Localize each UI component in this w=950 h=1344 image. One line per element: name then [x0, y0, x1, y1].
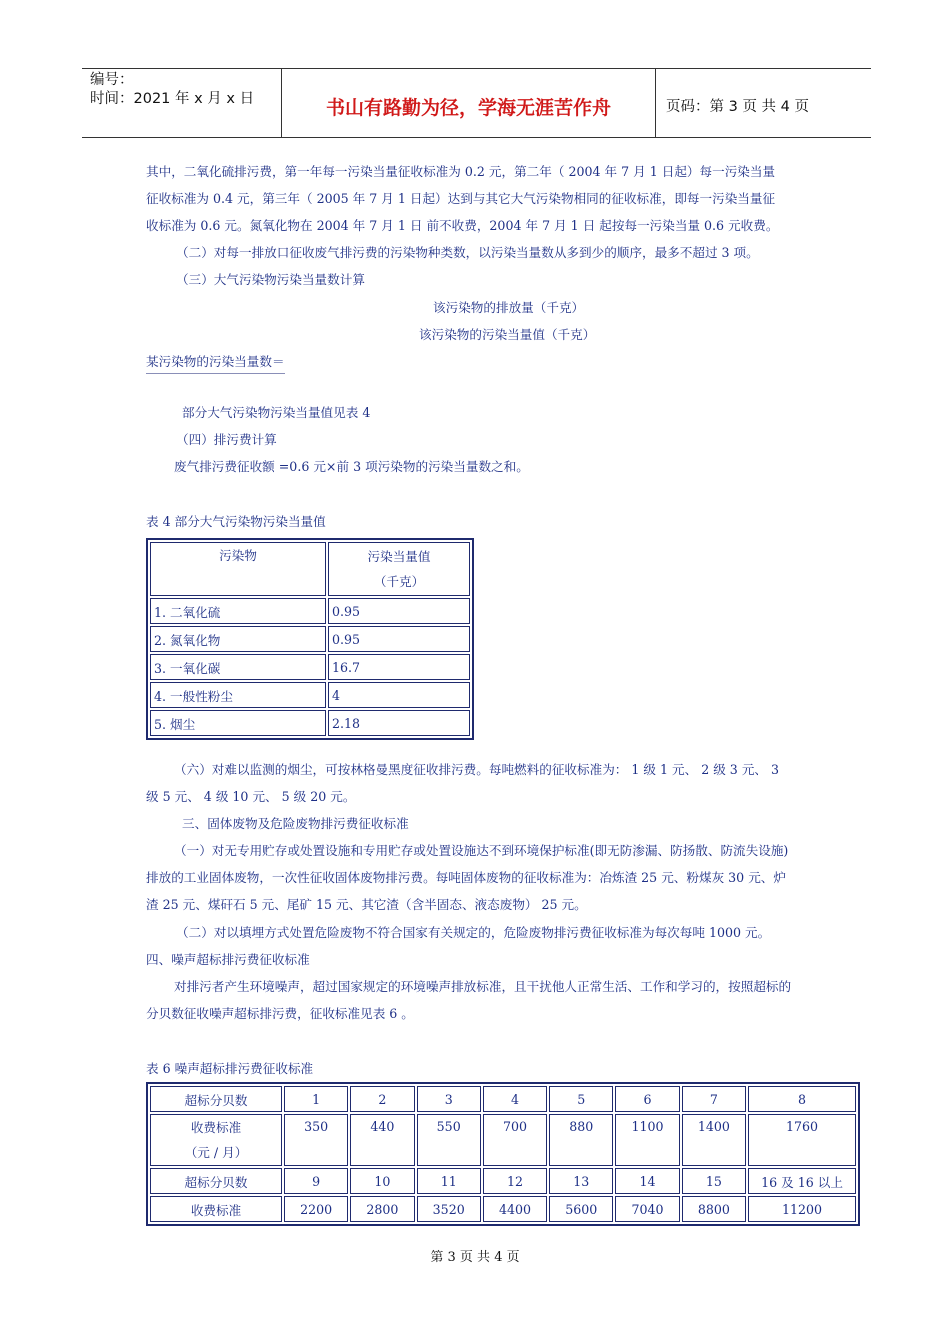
pollutant-value: 16.7 — [328, 654, 470, 680]
db-cell: 6 — [615, 1086, 679, 1112]
formula-denominator: 该污染物的污染当量值（千克） — [419, 327, 596, 342]
paragraph-table4-ref: 部分大气污染物污染当量值见表 4 — [182, 405, 371, 420]
db-cell: 1 — [284, 1086, 348, 1112]
header-meta — [82, 69, 282, 137]
paragraph-so2-fee — [146, 158, 878, 239]
formula-numerator: 该污染物的排放量（千克） — [433, 300, 585, 315]
db-cell: 12 — [483, 1168, 547, 1194]
db-cell: 13 — [549, 1168, 613, 1194]
fee-cell: 550 — [417, 1114, 481, 1166]
header-motto: 书山有路勤为径，学海无涯苦作舟 — [282, 69, 656, 137]
table-row — [150, 682, 470, 708]
table-row — [150, 1114, 856, 1166]
fee-cell: 8800 — [682, 1196, 746, 1222]
db-cell: 5 — [549, 1086, 613, 1112]
db-cell: 10 — [350, 1168, 414, 1194]
text-line: （六）对难以监测的烟尘，可按林格曼黑度征收排污费。每吨燃料的征收标准为： 1 级 1 元、 2 级 3 元、 3 — [174, 762, 780, 777]
fee-cell: 700 — [483, 1114, 547, 1166]
fee-cell: 2800 — [350, 1196, 414, 1222]
table6-caption: 表 6 噪声超标排污费征收标准 — [146, 1061, 314, 1076]
table-header-value — [328, 542, 470, 596]
text-line: 收标准为 0.6 元。氮氧化物在 2004 年 7 月 1 日 前不收费，2004 年 7 月 1 日 起按每一污染当量 0.6 元收费。 — [146, 218, 779, 233]
table-row — [150, 1168, 856, 1194]
table-row — [150, 710, 470, 736]
text-line: 级 5 元、 4 级 10 元、 5 级 20 元。 — [146, 789, 356, 804]
table-header-row — [150, 542, 470, 596]
formula-lhs-text: 某污染物的污染当量数＝ — [146, 354, 285, 374]
section-solid-waste-heading: 三、固体废物及危险废物排污费征收标准 — [182, 816, 409, 831]
page-footer: 第 3 页 共 4 页 — [430, 1250, 520, 1265]
paragraph-hazardous-waste: （二）对以填埋方式处置危险废物不符合国家有关规定的，危险废物排污费征收标准为每次每吨 1000 元。 — [176, 925, 771, 940]
fee-cell: 5600 — [549, 1196, 613, 1222]
fee-cell: 440 — [350, 1114, 414, 1166]
paragraph-solid-waste — [146, 837, 878, 918]
fee-cell: 880 — [549, 1114, 613, 1166]
db-cell: 11 — [417, 1168, 481, 1194]
text-line: 征收标准为 0.4 元，第三年（ 2005 年 7 月 1 日起）达到与其它大气污染物相同的征收标准，即每一污染当量征 — [146, 191, 776, 206]
paragraph-item-3: （三）大气污染物污染当量数计算 — [176, 272, 365, 287]
text-line: 排放的工业固体废物，一次性征收固体废物排污费。每吨固体废物的征收标准为：冶炼渣 25 元、粉煤灰 30 元、炉 — [146, 870, 786, 885]
db-cell: 16 及 16 以上 — [748, 1168, 856, 1194]
paragraph-smoke-dust — [146, 756, 878, 810]
fee-cell: 1400 — [682, 1114, 746, 1166]
fee-cell: 11200 — [748, 1196, 856, 1222]
table6-noise-fees — [146, 1082, 860, 1226]
text-line: 其中，二氧化硫排污费，第一年每一污染当量征收标准为 0.2 元，第二年（ 2004 年 7 月 1 日起）每一污染当量 — [146, 164, 776, 179]
text-line: （一）对无专用贮存或处置设施和专用贮存或处置设施达不到环境保护标准(即无防渗漏、防扬散、防流失设施) — [174, 843, 789, 858]
table-row — [150, 1086, 856, 1112]
row-label-db: 超标分贝数 — [150, 1086, 282, 1112]
formula-lhs — [146, 348, 285, 375]
doc-date-label: 时间：2021 年 x 月 x 日 — [90, 91, 255, 107]
section-noise-heading: 四、噪声超标排污费征收标准 — [146, 952, 310, 967]
fee-cell: 4400 — [483, 1196, 547, 1222]
pollutant-name: 3. 一氧化碳 — [150, 654, 326, 680]
paragraph-fee-formula: 废气排污费征收额 =0.6 元×前 3 项污染物的污染当量数之和。 — [174, 459, 529, 474]
table-row — [150, 1196, 856, 1222]
fee-label-line1: 收费标准 — [190, 1120, 242, 1135]
row-label-fee — [150, 1114, 282, 1166]
db-cell: 4 — [483, 1086, 547, 1112]
table4-pollutant-equivalents — [146, 538, 474, 740]
row-label-fee: 收费标准 — [150, 1196, 282, 1222]
db-cell: 3 — [417, 1086, 481, 1112]
pollutant-name: 4. 一般性粉尘 — [150, 682, 326, 708]
db-cell: 8 — [748, 1086, 856, 1112]
paragraph-noise — [146, 973, 878, 1027]
fee-cell: 1760 — [748, 1114, 856, 1166]
text-line: 分贝数征收噪声超标排污费，征收标准见表 6 。 — [146, 1006, 414, 1021]
doc-number-label: 编号： — [90, 72, 134, 88]
db-cell: 7 — [682, 1086, 746, 1112]
pollutant-value: 2.18 — [328, 710, 470, 736]
paragraph-item-2: （二）对每一排放口征收废气排污费的污染物种类数，以污染当量数从多到少的顺序，最多不超过 3 项。 — [176, 245, 759, 260]
fee-cell: 7040 — [615, 1196, 679, 1222]
pollutant-value: 0.95 — [328, 598, 470, 624]
paragraph-item-4: （四）排污费计算 — [176, 432, 277, 447]
header-value-line2: （千克） — [373, 574, 425, 589]
db-cell: 2 — [350, 1086, 414, 1112]
fee-cell: 1100 — [615, 1114, 679, 1166]
table-row — [150, 654, 470, 680]
table-row — [150, 626, 470, 652]
header-value-line1: 污染当量值 — [367, 549, 431, 564]
pollutant-name: 5. 烟尘 — [150, 710, 326, 736]
text-line: 对排污者产生环境噪声，超过国家规定的环境噪声排放标准，且干扰他人正常生活、工作和学习的，按照超标的 — [174, 979, 792, 994]
db-cell: 9 — [284, 1168, 348, 1194]
header-page-info: 页码：第 3 页 共 4 页 — [666, 98, 809, 115]
text-line: 渣 25 元、煤矸石 5 元、尾矿 15 元、其它渣（含半固态、液态废物） 25 元。 — [146, 897, 587, 912]
fee-label-line2: （元 / 月） — [184, 1145, 248, 1160]
table4-caption: 表 4 部分大气污染物污染当量值 — [146, 514, 326, 529]
pollutant-name: 1. 二氧化硫 — [150, 598, 326, 624]
db-cell: 15 — [682, 1168, 746, 1194]
fee-cell: 2200 — [284, 1196, 348, 1222]
pollutant-name: 2. 氮氧化物 — [150, 626, 326, 652]
table-header-pollutant: 污染物 — [150, 542, 326, 596]
db-cell: 14 — [615, 1168, 679, 1194]
page-header — [82, 68, 871, 138]
fee-cell: 3520 — [417, 1196, 481, 1222]
pollutant-value: 4 — [328, 682, 470, 708]
row-label-db: 超标分贝数 — [150, 1168, 282, 1194]
table-row — [150, 598, 470, 624]
fee-cell: 350 — [284, 1114, 348, 1166]
pollutant-value: 0.95 — [328, 626, 470, 652]
